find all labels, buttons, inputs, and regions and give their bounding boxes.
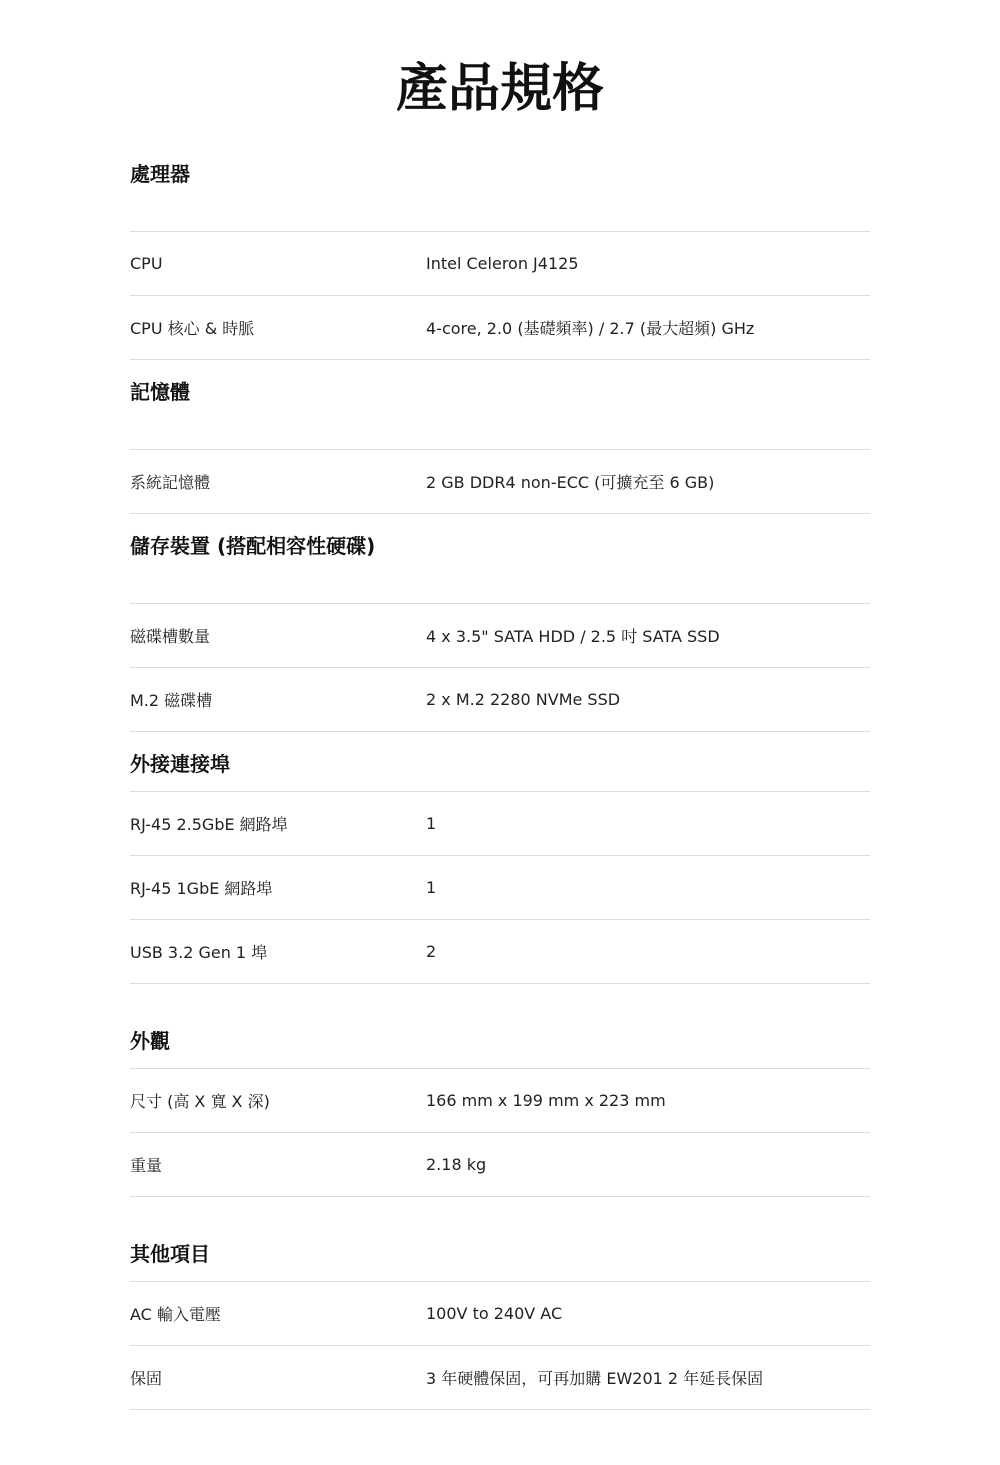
- section-ports: [130, 752, 870, 984]
- spec-label: USB 3.2 Gen 1 埠: [130, 943, 268, 962]
- spec-label: M.2 磁碟槽: [130, 691, 213, 710]
- section-heading: 外接連接埠: [130, 752, 870, 792]
- spec-value: 3 年硬體保固，可再加購 EW201 2 年延長保固: [426, 1369, 764, 1388]
- page-title: 產品規格: [395, 59, 604, 119]
- section-memory: [130, 380, 870, 514]
- section-heading: 記憶體: [130, 380, 870, 450]
- section-processor: [130, 162, 870, 360]
- spec-label: RJ-45 2.5GbE 網路埠: [130, 815, 288, 834]
- spec-row: [130, 792, 870, 856]
- spec-label: 保固: [130, 1369, 163, 1388]
- spec-row: [130, 668, 870, 732]
- spec-value: 2 GB DDR4 non-ECC (可擴充至 6 GB): [426, 473, 715, 492]
- spec-value: 2 x M.2 2280 NVMe SSD: [426, 690, 621, 709]
- spec-value: 1: [426, 878, 437, 897]
- spec-row: [130, 1069, 870, 1133]
- spec-value: 100V to 240V AC: [426, 1304, 563, 1323]
- spec-label: AC 輸入電壓: [130, 1305, 221, 1324]
- spec-label: 尺寸 (高 X 寬 X 深): [130, 1092, 270, 1111]
- spec-row: [130, 920, 870, 984]
- spec-value: Intel Celeron J4125: [426, 254, 579, 273]
- spec-label: 系統記憶體: [130, 473, 211, 492]
- spec-value: 166 mm x 199 mm x 223 mm: [426, 1091, 666, 1110]
- spec-row: [130, 856, 870, 920]
- spec-label: 重量: [130, 1156, 163, 1175]
- spec-value: 2: [426, 942, 437, 961]
- section-appearance: [130, 1029, 870, 1197]
- spec-value: 1: [426, 814, 437, 833]
- spec-row: [130, 1346, 870, 1410]
- spec-row: [130, 1133, 870, 1197]
- section-storage: [130, 534, 870, 732]
- spec-label: CPU: [130, 254, 163, 273]
- spec-label: RJ-45 1GbE 網路埠: [130, 879, 273, 898]
- spec-label: CPU 核心 & 時脈: [130, 319, 255, 338]
- spec-label: 磁碟槽數量: [130, 627, 211, 646]
- section-other: [130, 1242, 870, 1410]
- spec-row: [130, 604, 870, 668]
- spec-value: 4 x 3.5" SATA HDD / 2.5 吋 SATA SSD: [426, 627, 720, 646]
- spec-row: [130, 296, 870, 360]
- spec-value: 2.18 kg: [426, 1155, 487, 1174]
- section-heading: 處理器: [130, 162, 870, 232]
- spec-row: [130, 1282, 870, 1346]
- spec-row: [130, 232, 870, 296]
- section-heading: 其他項目: [130, 1242, 870, 1282]
- section-heading: 外觀: [130, 1029, 870, 1069]
- section-heading: 儲存裝置 (搭配相容性硬碟): [130, 534, 870, 604]
- spec-row: [130, 450, 870, 514]
- spec-value: 4-core, 2.0 (基礎頻率) / 2.7 (最大超頻) GHz: [426, 319, 755, 338]
